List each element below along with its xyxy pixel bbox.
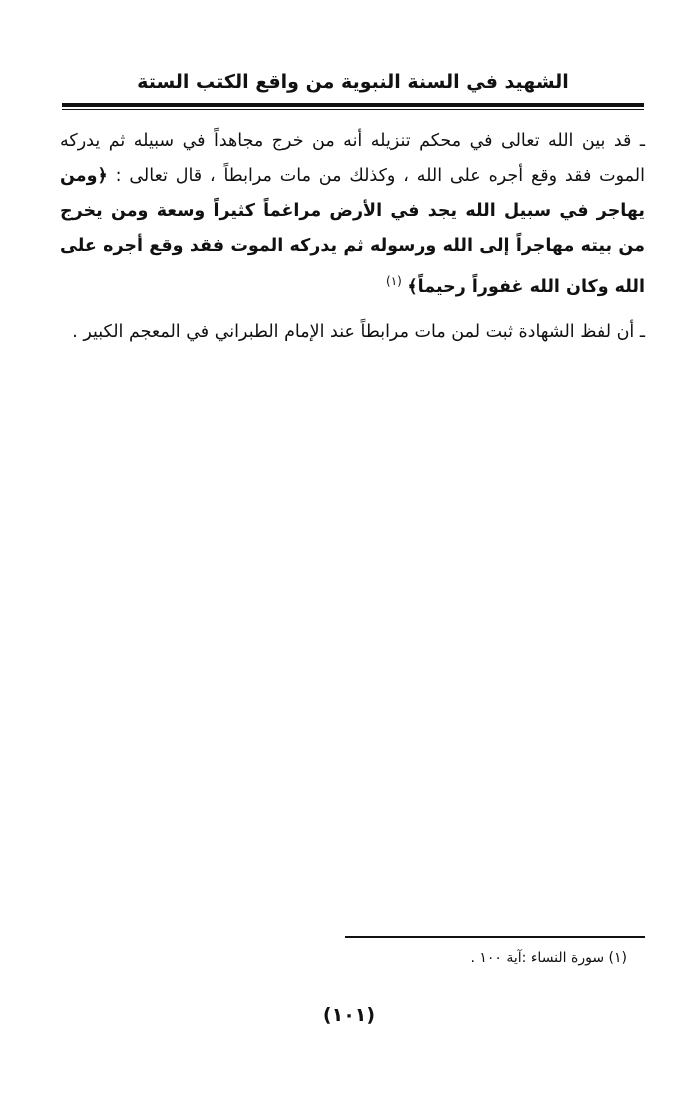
quran-verse: ﴿ومن يهاجر في سبيل الله يجد في الأرض مراغماً كثيراً وسعة ومن يخرج من بيته مهاجراً إلى الله ورسوله ثم يدركه الموت فقد وقع أجره على الله وكان الله غفوراً رحيماً﴾ xyxy=(60,166,645,297)
body-text xyxy=(60,124,645,360)
footnote-reference[interactable]: (١) xyxy=(386,274,402,288)
paragraph-2: ـ أن لفظ الشهادة ثبت لمن مات مرابطاً عند الإمام الطبراني في المعجم الكبير . xyxy=(72,321,645,342)
header-rule-thick xyxy=(62,103,644,107)
footnote-rule xyxy=(345,936,645,938)
running-header: الشهيد في السنة النبوية من واقع الكتب الستة xyxy=(137,71,569,93)
paragraph-1 xyxy=(60,124,645,305)
page-number: (١٠١) xyxy=(322,1004,376,1026)
footnote: (١) سورة النساء :آية ١٠٠ . xyxy=(470,950,627,966)
header-rule-thin xyxy=(62,109,644,110)
paragraph-1-intro: ـ قد بين الله تعالى في محكم تنزيله أنه من خرج مجاهداً في سبيله ثم يدركه الموت فقد وقع أجره على الله ، وكذلك من مات مرابطاً ، قال تعالى : xyxy=(60,131,645,186)
